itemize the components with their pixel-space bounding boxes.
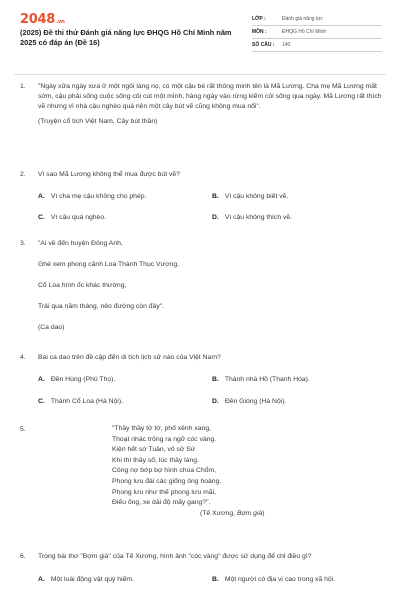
- poem-source: [200, 509, 372, 520]
- option-b[interactable]: [212, 576, 335, 583]
- poem-line: Khi thì thầy số, lúc thầy làng.: [112, 456, 199, 464]
- question-6: [20, 552, 382, 562]
- option-text: Đền Gióng (Hà Nội).: [224, 398, 287, 405]
- question-source: (Ca dao): [38, 324, 65, 331]
- poem-line: Kiện hết sớ Tuần, vô sở Sứ: [112, 446, 196, 454]
- option-text: Thành Cổ Loa (Hà Nội).: [50, 398, 123, 405]
- option-letter: D.: [212, 214, 219, 221]
- option-b[interactable]: [212, 376, 310, 383]
- question-number: 4.: [20, 354, 26, 361]
- option-letter: A.: [38, 193, 45, 200]
- option-text: Đền Hùng (Phú Thọ).: [50, 376, 116, 383]
- option-c[interactable]: [38, 214, 106, 221]
- option-letter: B.: [212, 576, 219, 583]
- option-text: Vì cậu không biết vẽ.: [224, 193, 289, 200]
- logo-text: 2048: [20, 12, 55, 27]
- option-text: Một người có địa vị cao trong xã hội.: [224, 576, 336, 583]
- question-stem: Vì sao Mã Lương không thể mua được bút vẽ?: [38, 171, 180, 178]
- poem-line: Trải qua năm tháng, nẻo đường còn đây".: [38, 303, 165, 310]
- option-letter: B.: [212, 376, 219, 383]
- poem-line: Điếu ống, xe dài độ mấy gang?".: [112, 499, 211, 507]
- question-number: 2.: [20, 171, 26, 178]
- option-c[interactable]: [38, 398, 123, 405]
- question-5-poem: [112, 424, 372, 519]
- question-passage: "Ngày xửa ngày xưa ở một ngôi làng nọ, có một cậu bé rất thông minh tên là Mã Lương. Cha mẹ Mã Lương mất sớm, cậu phải sống cuộc sống côi cút một mình, hàng ngày vào rừng kiếm củi sống qua ngày. Mã Lương rất thích vẽ nhưng vì nhà cậu nghèo quá nên một cây bút vẽ cũng không mua nổi".: [38, 83, 382, 110]
- logo-suffix: .vn: [55, 19, 65, 25]
- poem-source-end: ): [262, 509, 265, 517]
- poem-line: Cổ Loa hình ốc khác thường,: [38, 282, 127, 289]
- document-title: (2025) Đề thi thử Đánh giá năng lực ĐHQG Hồ Chí Minh năm 2025 có đáp án (Đề 16): [20, 28, 232, 47]
- poem-title: Bợm già: [236, 509, 263, 517]
- meta-value: 140: [282, 42, 291, 48]
- meta-row-class: [252, 13, 382, 26]
- header-divider: [14, 74, 386, 75]
- poem-line: "Thầy thầy tớ tớ, phố xênh xang,: [112, 425, 211, 432]
- site-logo[interactable]: [20, 12, 65, 27]
- question-number: 6.: [20, 553, 26, 560]
- meta-key: SỐ CÂU :: [252, 42, 275, 48]
- option-letter: A.: [38, 576, 45, 583]
- poem-line: Ghé xem phong cảnh Loa Thành Thục Vương.: [38, 261, 180, 268]
- question-stem: Trong bài thơ "Bợm già" của Tế Xương, hình ảnh "cóc vàng" được sử dụng để chỉ điều gì?: [38, 553, 312, 560]
- question-source: (Truyện cổ tích Việt Nam, Cây bút thần): [38, 118, 158, 125]
- question-number: 3.: [20, 240, 26, 247]
- option-a[interactable]: [38, 376, 115, 383]
- poem-author: (Tế Xương,: [200, 509, 237, 517]
- document-header: [0, 0, 400, 66]
- option-text: Thành nhà Hồ (Thanh Hóa).: [224, 376, 310, 383]
- option-letter: C.: [38, 398, 45, 405]
- question-number: 1.: [20, 83, 26, 90]
- option-a[interactable]: [38, 576, 134, 583]
- meta-key: LỚP :: [252, 16, 266, 22]
- option-d[interactable]: [212, 214, 292, 221]
- poem-line: Phong lưu đài các giống ông hoàng.: [112, 477, 222, 485]
- option-text: Vì cậu không thích vẽ.: [224, 214, 293, 221]
- poem-line: Thoạt nhác trông ra ngỡ cóc vàng.: [112, 435, 217, 443]
- question-2: [20, 170, 382, 180]
- question-number: 5.: [20, 426, 26, 433]
- option-letter: C.: [38, 214, 45, 221]
- option-text: Vì cậu quá nghèo.: [50, 214, 106, 221]
- question-3: [20, 239, 382, 333]
- option-letter: D.: [212, 398, 219, 405]
- poem-line: "Ai về đến huyện Đông Anh,: [38, 240, 123, 247]
- poem-line: Phong lưu như thế phong lưu mãi,: [112, 488, 216, 496]
- question-stem: Bài ca dao trên đề cập đến di tích lịch sử nào của Việt Nam?: [38, 354, 221, 361]
- meta-value: ĐHQG Hồ Chí Minh: [282, 29, 327, 35]
- option-letter: B.: [212, 193, 219, 200]
- poem-line: Công nợ bớp bợ hình chùa Chổm,: [112, 467, 217, 475]
- option-text: Một loài động vật quý hiếm.: [50, 576, 134, 583]
- meta-table: [252, 13, 382, 52]
- option-text: Vì cha mẹ cậu không cho phép.: [50, 193, 147, 200]
- option-letter: A.: [38, 376, 45, 383]
- meta-key: MÔN :: [252, 29, 267, 35]
- option-d[interactable]: [212, 398, 286, 405]
- meta-row-count: [252, 39, 382, 52]
- meta-row-subject: [252, 26, 382, 39]
- meta-value: Đánh giá năng lực: [282, 16, 323, 22]
- option-b[interactable]: [212, 193, 288, 200]
- option-a[interactable]: [38, 193, 146, 200]
- question-4: [20, 353, 382, 363]
- question-1: [20, 82, 382, 132]
